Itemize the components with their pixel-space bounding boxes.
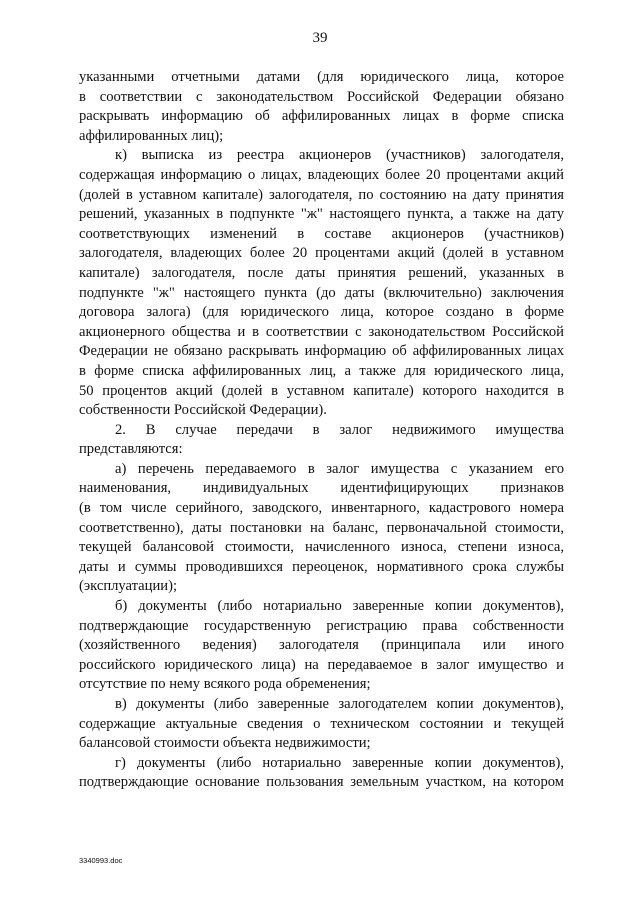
page-number: 39 xyxy=(312,30,328,46)
text-line: указанными отчетными датами (для юридического лица, которое xyxy=(79,69,564,85)
text-line: в форме списка аффилированных лиц, а также для юридического лица, xyxy=(79,362,564,379)
text-line: решений, указанных в подпункте "ж" настоящего пункта, а также на дату xyxy=(79,206,564,223)
text-line: залогодателя, владеющих более 20 процентами акций (долей в уставном xyxy=(79,245,564,262)
text-line: отсутствие по нему всякого рода обременения; xyxy=(79,676,371,693)
text-line: а) перечень передаваемого в залог имущества с указанием его xyxy=(115,460,564,477)
text-line: к) выписка из реестра акционеров (участников) залогодателя, xyxy=(115,147,564,164)
text-line: (эксплуатации); xyxy=(79,578,178,595)
text-line: подпункте "ж" настоящего пункта (до даты (включительно) заключения xyxy=(79,284,564,301)
document-body xyxy=(79,68,564,793)
text-line: раскрывать информацию об аффилированных лицах в форме списка xyxy=(79,108,564,125)
text-line: 2. В случае передачи в залог недвижимого имущества xyxy=(115,421,564,438)
text-line: в соответствии с законодательством Российской Федерации обязано xyxy=(79,88,564,105)
text-line: соответствующих изменений в составе акционеров (участников) xyxy=(79,225,564,242)
text-line: в) документы (либо заверенные залогодателем копии документов), xyxy=(115,696,564,712)
text-line: (в том числе серийного, заводского, инвентарного, кадастрового номера xyxy=(79,500,564,517)
paragraph xyxy=(79,754,564,793)
text-line: содержащая информацию о лицах, владеющих более 20 процентами акций xyxy=(79,166,564,183)
text-line: аффилированных лиц); xyxy=(79,127,224,144)
paragraph xyxy=(79,68,564,146)
text-line: (долей в уставном капитале) залогодателя, по состоянию на дату принятия xyxy=(79,186,564,203)
text-line: подтверждающие основание пользования земельным участком, на котором xyxy=(79,774,564,791)
text-line: соответственно), даты постановки на баланс, первоначальной стоимости, xyxy=(79,519,564,536)
text-line: (хозяйственного ведения) залогодателя (принципала или иного xyxy=(79,637,564,654)
text-line: собственности Российской Федерации). xyxy=(79,402,327,419)
text-line: российского юридического лица) на передаваемое в залог имущество и xyxy=(79,656,564,673)
paragraph xyxy=(79,695,564,754)
text-line: содержащие актуальные сведения о техническом состоянии и текущей xyxy=(79,715,564,732)
text-line: 50 процентов акций (долей в уставном капитале) которого находится в xyxy=(79,382,564,399)
text-line: б) документы (либо нотариально заверенные копии документов), xyxy=(115,598,564,615)
text-line: текущей балансовой стоимости, начисленного износа, степени износа, xyxy=(79,539,564,556)
paragraph xyxy=(79,597,564,695)
paragraph xyxy=(79,460,564,597)
paragraph xyxy=(79,421,564,460)
text-line: договора залога) (для юридического лица, которое создано в форме xyxy=(79,304,564,321)
text-line: подтверждающие государственную регистрацию права собственности xyxy=(79,617,564,634)
text-line: Федерации не обязано раскрывать информацию об аффилированных лицах xyxy=(79,343,564,360)
text-line: г) документы (либо нотариально заверенные копии документов), xyxy=(115,754,564,771)
text-line: акционерного общества и в соответствии с законодательством Российской xyxy=(79,323,564,340)
text-line: наименования, индивидуальных идентифицирующих признаков xyxy=(79,480,564,497)
text-line: даты и суммы проводившихся переоценок, нормативного срока службы xyxy=(79,558,564,575)
text-line: капитале) залогодателя, после даты принятия решений, указанных в xyxy=(79,264,564,281)
paragraph xyxy=(79,146,564,420)
footer-filename: 3340993.doc xyxy=(79,856,123,865)
text-line: балансовой стоимости объекта недвижимости; xyxy=(79,735,371,752)
text-line: представляются: xyxy=(79,441,183,458)
